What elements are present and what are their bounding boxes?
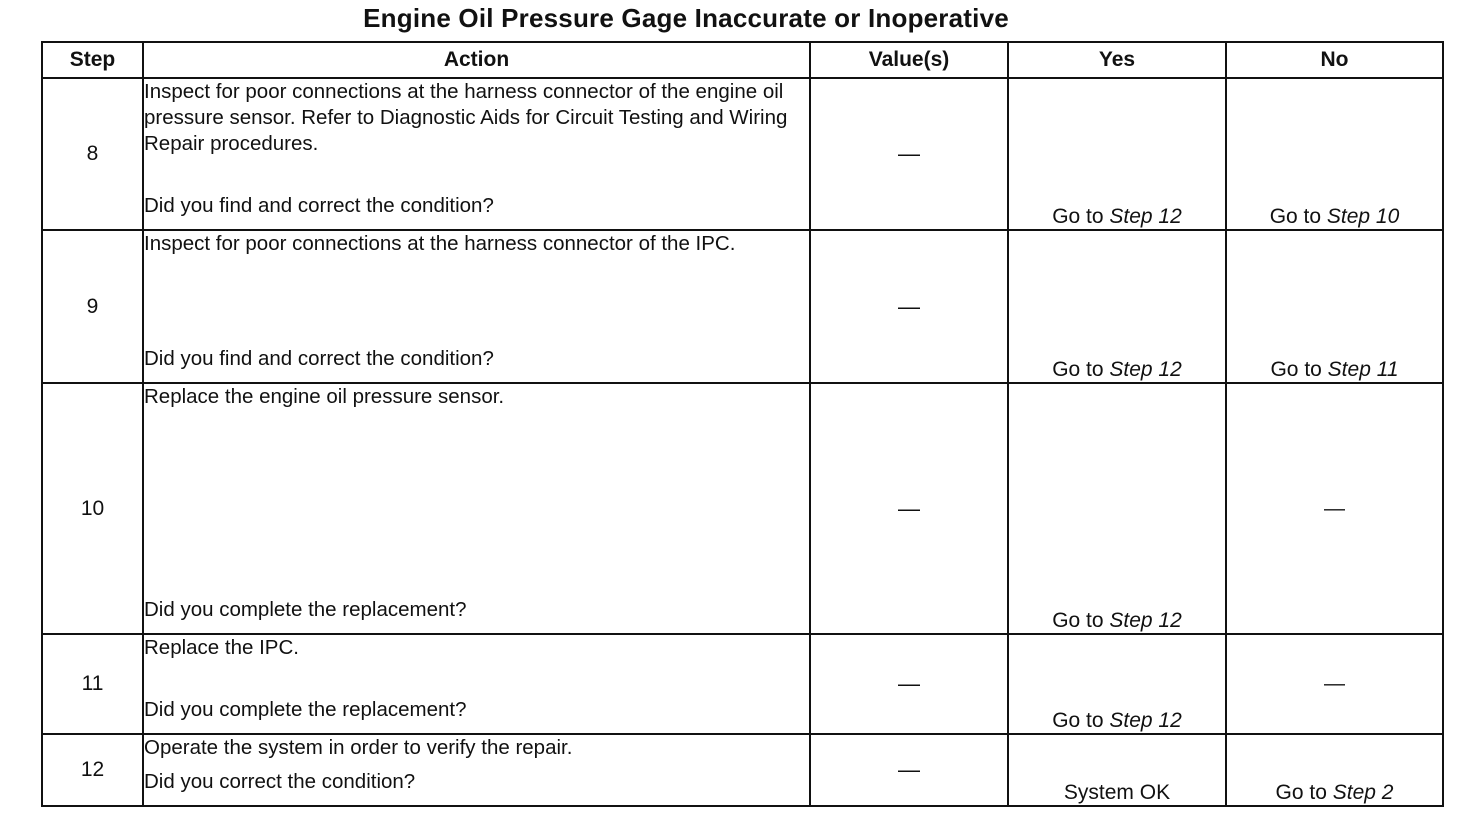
step-number: 12 [42,734,143,806]
no-cell [1226,78,1443,230]
action-question: Did you complete the replacement? [144,598,467,621]
value-cell: — [810,734,1008,806]
no-prefix: Go to [1270,358,1328,381]
yes-prefix: Go to [1052,709,1110,732]
table-row [42,78,1443,230]
yes-step-link: Step 12 [1109,358,1182,381]
no-step-link: Step 11 [1327,358,1399,381]
header-yes: Yes [1008,42,1226,78]
table-row [42,734,1443,806]
yes-cell [1008,78,1226,230]
header-action: Action [143,42,810,78]
yes-cell [1008,230,1226,383]
action-question: Did you correct the condition? [144,770,416,793]
yes-cell [1008,634,1226,734]
yes-prefix: Go to [1052,609,1110,632]
action-cell [143,383,810,634]
diagnostic-table [41,41,1444,807]
no-cell [1226,230,1443,383]
page-title: Engine Oil Pressure Gage Inaccurate or Inoperative [363,3,1009,33]
value-cell: — [810,383,1008,634]
step-number: 8 [42,78,143,230]
yes-step-link: Step 12 [1109,709,1182,732]
header-row [42,42,1443,78]
value-cell: — [810,230,1008,383]
no-cell [1226,734,1443,806]
no-prefix: Go to [1269,205,1327,228]
table-row [42,383,1443,634]
value-cell: — [810,78,1008,230]
header-step: Step [42,42,143,78]
no-step-link: Step 10 [1326,205,1400,228]
yes-cell: System OK [1008,734,1226,806]
action-text: Inspect for poor connections at the harness connector of the engine oil pressure sensor. Refer to Diagnostic Aids for Circuit Testing and Wiring Repair procedures. [144,80,788,155]
step-number: 9 [42,230,143,383]
header-values: Value(s) [810,42,1008,78]
table-row [42,634,1443,734]
step-number: 11 [42,634,143,734]
yes-prefix: Go to [1052,358,1110,381]
action-question: Did you find and correct the condition? [144,194,494,217]
action-text: Operate the system in order to verify the repair. [144,736,573,759]
header-no: No [1226,42,1443,78]
action-text: Inspect for poor connections at the harness connector of the IPC. [144,232,736,255]
yes-cell [1008,383,1226,634]
yes-step-link: Step 12 [1109,205,1182,228]
yes-step-link: Step 12 [1109,609,1182,632]
action-text: Replace the IPC. [144,636,299,659]
action-question: Did you complete the replacement? [144,698,467,721]
action-text: Replace the engine oil pressure sensor. [144,385,505,408]
yes-prefix: Go to [1052,205,1110,228]
action-cell [143,230,810,383]
no-cell: — [1226,634,1443,734]
action-cell [143,734,810,806]
value-cell: — [810,634,1008,734]
no-prefix: Go to [1275,781,1333,804]
table-row [42,230,1443,383]
no-cell: — [1226,383,1443,634]
action-cell [143,634,810,734]
action-cell [143,78,810,230]
no-step-link: Step 2 [1332,781,1394,804]
action-question: Did you find and correct the condition? [144,347,494,370]
step-number: 10 [42,383,143,634]
